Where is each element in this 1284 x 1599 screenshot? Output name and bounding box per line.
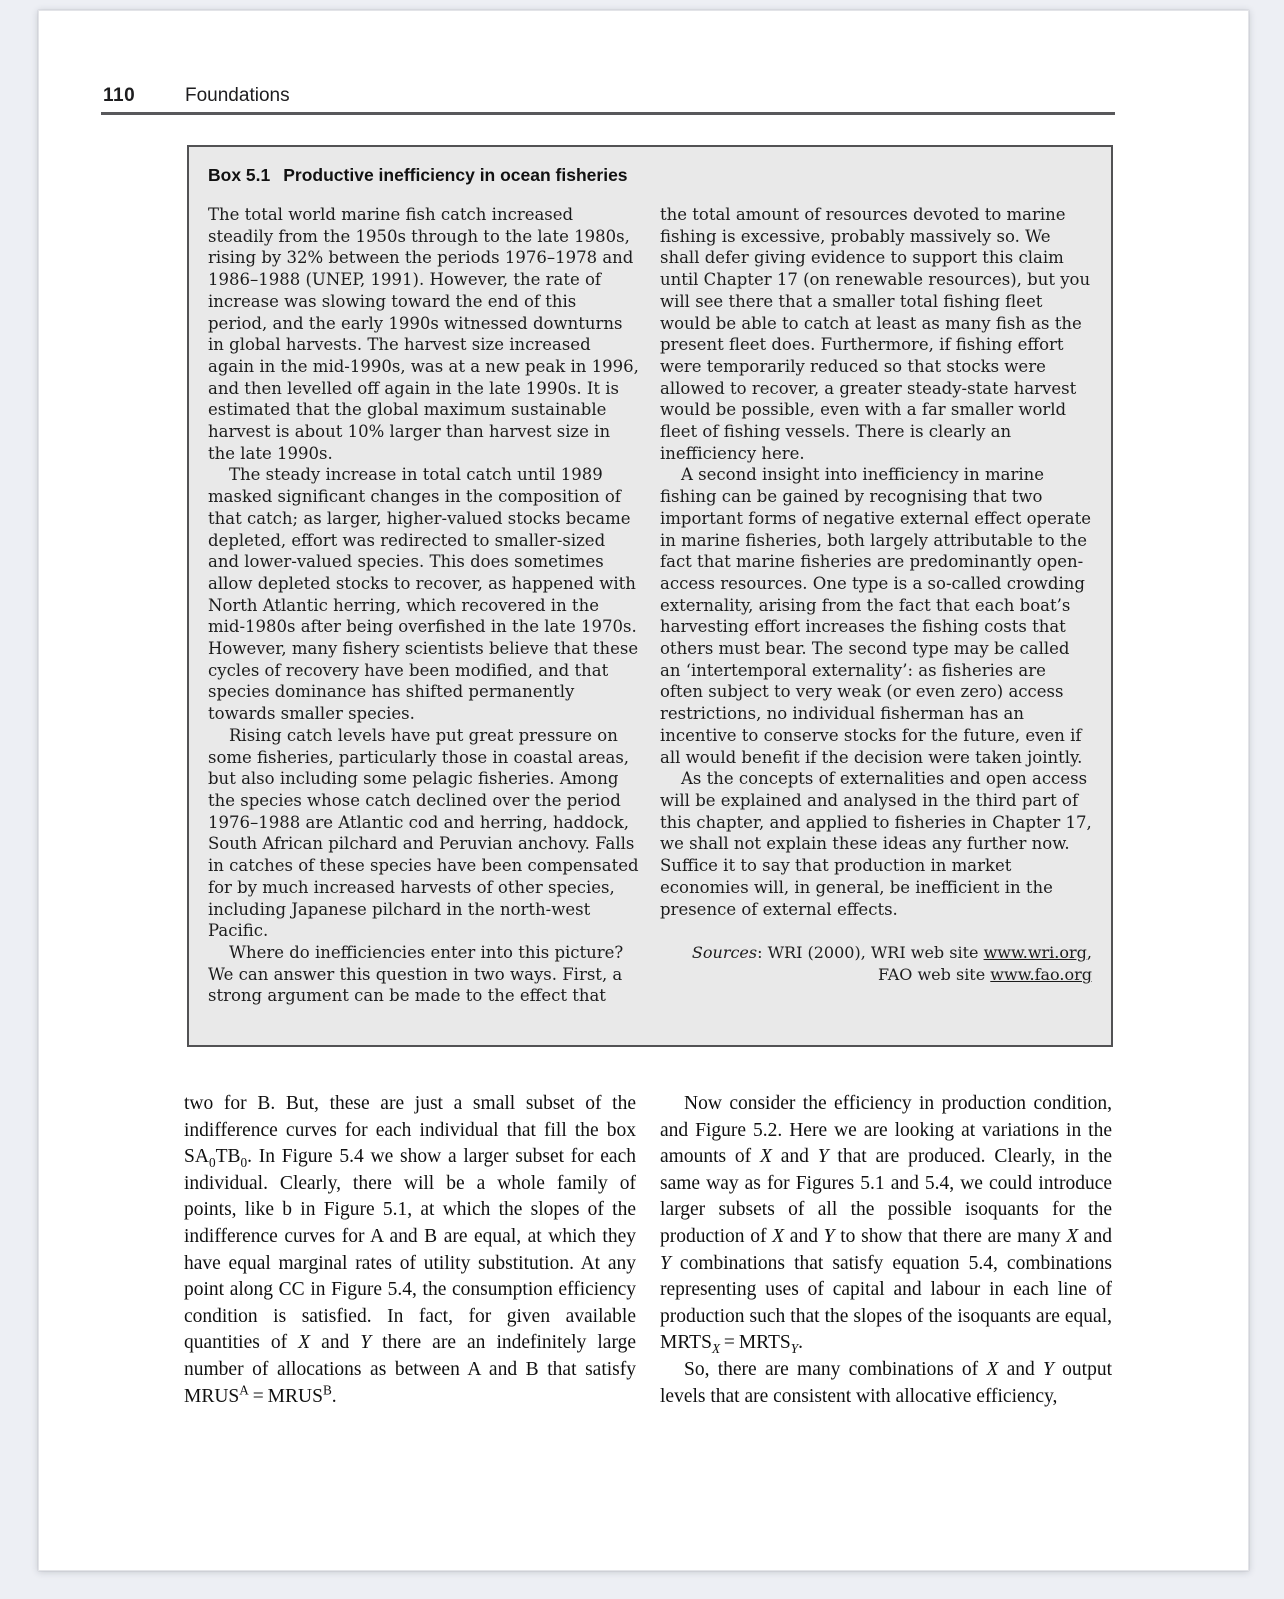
running-head (103, 85, 290, 107)
book-page (38, 10, 1249, 1571)
box-title (208, 165, 1092, 186)
body-column-right (660, 1091, 1112, 1410)
fao-link[interactable]: www.fao.org (990, 965, 1092, 985)
body-column-left (184, 1091, 636, 1410)
box-title-text: Productive inefficiency in ocean fisheries (283, 165, 628, 185)
body-paragraph: Now consider the efficiency in production condition, and Figure 5.2. Here we are looking at variations in the amounts of X and Y that are produced. Clearly, in the same way as for Figures 5.1 and 5.4, we could introduce larger subsets of all the possible isoquants for the production of X and Y to show that there are many X and Y combinations that satisfy equation 5.4, combinations representing uses of capital and labour in each line of production such that the slopes of the isoquants are equal, $MRTS_X$ = $MRTS_Y$. (660, 1093, 1113, 1357)
header-rule (101, 112, 1115, 115)
box-label: Box 5.1 (208, 165, 271, 185)
page-number: 110 (103, 85, 136, 106)
box-paragraph: Where do inefficiencies enter into this picture? We can answer this question in two ways. First, a strong argument can be made to the effect that (208, 942, 624, 1006)
wri-link[interactable]: www.wri.org (983, 943, 1087, 963)
box-paragraph: Rising catch levels have put great pressure on some fisheries, particularly those in coastal areas, but also including some pelagic fisheries. Among the species whose catch declined over the period 1976–1988 are Atlantic cod and herring, haddock, South African pilchard and Peruvian anchovy. Falls in catches of these species have been compensated for by much increased harvests of other species, including Japanese pilchard in the north-west Pacific. (208, 725, 639, 941)
box-paragraph: The total world marine fish catch increased steadily from the 1950s through to the late 1980s, rising by 32% between the periods 1976–1978 and 1986–1988 (UNEP, 1991). However, the rate of increase was slowing toward the end of this period, and the early 1990s witnessed downturns in global harvests. The harvest size increased again in the mid-1990s, was at a new peak in 1996, and then levelled off again in the late 1990s. It is estimated that the global maximum sustainable harvest is about 10% larger than harvest size in the late 1990s. (208, 205, 639, 463)
box-5-1 (187, 145, 1113, 1047)
box-paragraph: A second insight into inefficiency in marine fishing can be gained by recognising that two important forms of negative external effect operate in marine fisheries, both largely attributable to the fact that marine fisheries are predominantly open-access resources. One type is a so-called crowding externality, arising from the fact that each boat’s harvesting effort increases the fishing costs that others must bear. The second type may be called an ‘intertemporal externality’: as fisheries are often subject to very weak (or even zero) access restrictions, no individual fisherman has an incentive to conserve stocks for the future, even if all would benefit if the decision were taken jointly. (660, 465, 1091, 767)
sources-line (660, 942, 1092, 986)
sources-comma: , (1086, 943, 1092, 963)
box-paragraph: The steady increase in total catch until 1989 masked significant changes in the composition of that catch; as larger, higher-valued stocks became depleted, effort was redirected to smaller-sized and lower-valued species. This does sometimes allow depleted stocks to recover, as happened with North Atlantic herring, which recovered in the mid-1980s after being overfished in the late 1970s. However, many fishery scientists believe that these cycles of recovery have been modified, and that species dominance has shifted permanently towards smaller species. (208, 465, 639, 724)
sources-text-2: FAO web site (878, 965, 991, 985)
sources-label: Sources (691, 943, 758, 963)
box-columns (208, 204, 1092, 1007)
box-column-right (660, 204, 1092, 1007)
body-paragraph: So, there are many combinations of X and Y output levels that are consistent with allocative efficiency, (660, 1358, 1113, 1407)
sources-text: : WRI (2000), WRI web site (757, 943, 984, 963)
body-paragraph: two for B. But, these are just a small subset of the indifference curves for each individual that fill the box $SA_0TB_0$. In Figure 5.4 we show a larger subset for each individual. Clearly, there will be a whole family of points, like b in Figure 5.1, at which the slopes of the indifference curves for A and B are equal, at which they have equal marginal rates of utility substitution. At any point along CC in Figure 5.4, the consumption efficiency condition is satisfied. In fact, for given available quantities of X and Y there are an indefinitely large number of allocations as between A and B that satisfy $MRUS^A$ = $MRUS^B$. (184, 1093, 636, 1407)
box-column-left (208, 204, 640, 1007)
box-paragraph: the total amount of resources devoted to marine fishing is excessive, probably massively so. We shall defer giving evidence to support this claim until Chapter 17 (on renewable resources), but you will see there that a smaller total fishing fleet would be able to catch at least as many fish as the present fleet does. Furthermore, if fishing effort were temporarily reduced so that stocks were allowed to recover, a greater steady-state harvest would be possible, even with a far smaller world fleet of fishing vessels. There is clearly an inefficiency here. (660, 205, 1091, 463)
box-paragraph: As the concepts of externalities and open access will be explained and analysed in the third part of this chapter, and applied to fisheries in Chapter 17, we shall not explain these ideas any further now. Suffice it to say that production in market economies will, in general, be inefficient in the presence of external effects. (660, 769, 1092, 919)
body-text (184, 1091, 1112, 1410)
running-header-title: Foundations (185, 85, 290, 106)
